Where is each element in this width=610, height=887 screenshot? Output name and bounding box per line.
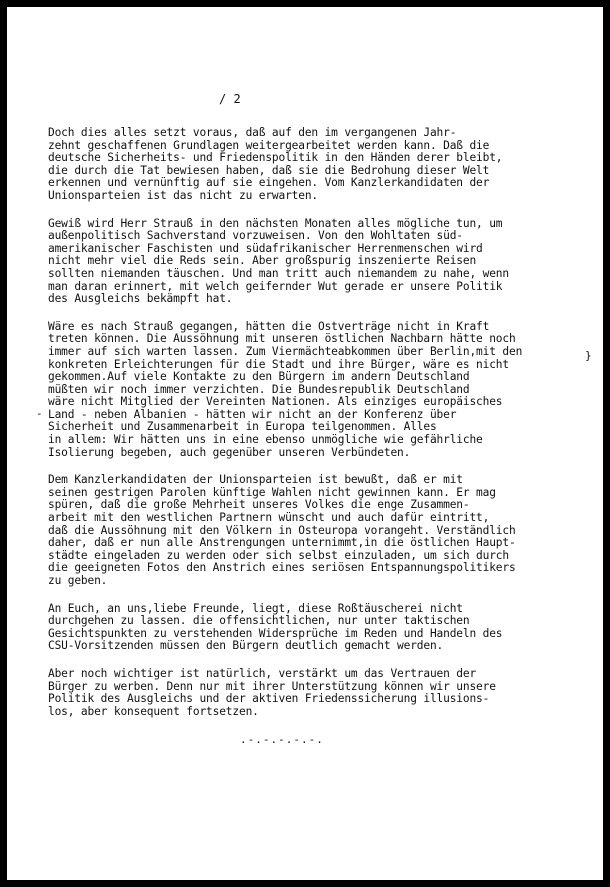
text-line: städte eingeladen zu werden oder sich selbst einzuladen, um sich durch [48, 548, 509, 562]
text-line: Gesichtspunkten zu verstehenden Widersprüche im Reden und Handeln des [48, 626, 503, 640]
text-line: konkreten Erleichterungen für die Stadt und ihre Bürger, wäre es nicht [48, 357, 509, 371]
margin-mark: } [585, 349, 592, 362]
text-line: Unionsparteien ist das nicht zu erwarten. [48, 188, 319, 202]
text-line: Aber noch wichtiger ist natürlich, verstärkt um das Vertrauen der [48, 666, 477, 680]
text-line: müßten wir noch immer verzichten. Die Bundesrepublik Deutschland [48, 382, 470, 396]
text-line: amerikanischer Faschisten und südafrikanischer Herrenmenschen wird [48, 241, 483, 255]
paragraph [48, 603, 588, 653]
page-number: / 2 [219, 92, 241, 106]
text-line: außenpolitisch Sachverstand vorzuweisen. Von den Wohltaten süd- [48, 229, 463, 243]
text-line: seinen gestrigen Parolen künftige Wahlen nicht gewinnen kann. Er mag [48, 485, 496, 499]
text-line: die geeigneten Fotos den Anstrich eines seriösen Entspannungspolitikers [48, 561, 516, 575]
document-page [7, 7, 603, 880]
text-line: durchgehen zu lassen. die offensichtlichen, nur unter taktischen [48, 614, 470, 628]
text-line: daher, daß er nun alle Anstrengungen unternimmt,in die östlichen Haupt- [48, 536, 516, 550]
text-line: erkennen und vernünftig auf sie eingehen. Vom Kanzlerkandidaten der [48, 176, 490, 190]
text-line: Doch dies alles setzt voraus, daß auf den im vergangenen Jahr- [48, 126, 457, 139]
text-line: CSU-Vorsitzenden müssen den Bürgern deutlich gemacht werden. [48, 639, 444, 653]
paragraph [48, 218, 588, 306]
paragraph [48, 474, 588, 587]
text-line: arbeit mit den westlichen Partnern wünscht und auch dafür eintritt, [48, 511, 490, 525]
text-line: Bürger zu werben. Denn nur mit ihrer Unterstützung können wir unsere [48, 679, 496, 693]
text-line: daß die Aussöhnung mit den Völkern in Osteuropa vorangeht. Verständlich [48, 523, 516, 537]
margin-dash: - [36, 407, 43, 420]
text-line: des Ausgleichs bekämpft hat. [48, 292, 233, 306]
text-line: deutsche Sicherheits- und Friedenspolitik in den Händen derer bleibt, [48, 151, 503, 165]
text-line: Land - neben Albanien - hätten wir nicht an der Konferenz über [48, 407, 457, 421]
text-line: in allem: Wir hätten uns in eine ebenso unmögliche wie gefährliche [48, 433, 483, 447]
text-line: spüren, daß die große Mehrheit unseres Volkes die enge Zusammen- [48, 498, 470, 512]
text-line: man daran erinnert, mit welch geifernder Wut gerade er unsere Politik [48, 279, 503, 293]
text-line: Wäre es nach Strauß gegangen, hätten die Ostverträge nicht in Kraft [48, 319, 490, 333]
text-line: An Euch, an uns,liebe Freunde, liegt, diese Roßtäuscherei nicht [48, 601, 463, 615]
text-line: Isolierung begeben, auch gegenüber unseren Verbündeten. [48, 445, 411, 459]
end-separator: .-.-.-.-.-. [240, 733, 324, 747]
document-body [48, 127, 588, 746]
text-line: immer auf sich warten lassen. Zum Viermächteabkommen über Berlin,mit den [48, 344, 523, 358]
text-line: zu geben. [48, 574, 108, 587]
text-line: los, aber konsequent fortsetzen. [48, 704, 259, 718]
text-line: Politik des Ausgleichs und der aktiven Friedenssicherung illusions- [48, 692, 490, 706]
text-line: sollten niemanden täuschen. Und man tritt auch niemandem zu nahe, wenn [48, 266, 509, 280]
text-line: gekommen.Auf viele Kontakte zu den Bürgern im andern Deutschland [48, 370, 470, 384]
text-line: nicht mehr viel die Reds sein. Aber großspurig inszenierte Reisen [48, 254, 477, 268]
text-line: Gewiß wird Herr Strauß in den nächsten Monaten alles mögliche tun, um [48, 216, 503, 230]
text-line: Dem Kanzlerkandidaten der Unionsparteien ist bewußt, daß er mit [48, 473, 463, 487]
paragraph [48, 321, 588, 460]
paragraph [48, 668, 588, 718]
text-line: zehnt geschaffenen Grundlagen weitergearbeitet werden kann. Daß die [48, 138, 490, 152]
paragraph [48, 127, 588, 203]
text-line: die durch die Tat bewiesen haben, daß sie die Bedrohung dieser Welt [48, 163, 490, 177]
text-line: treten können. Die Aussöhnung mit unseren östlichen Nachbarn hätte noch [48, 332, 516, 346]
text-line: Sicherheit und Zusammenarbeit in Europa teilgenommen. Alles [48, 420, 437, 434]
text-line: wäre nicht Mitglied der Vereinten Nationen. Als einziges europäisches [48, 395, 503, 409]
